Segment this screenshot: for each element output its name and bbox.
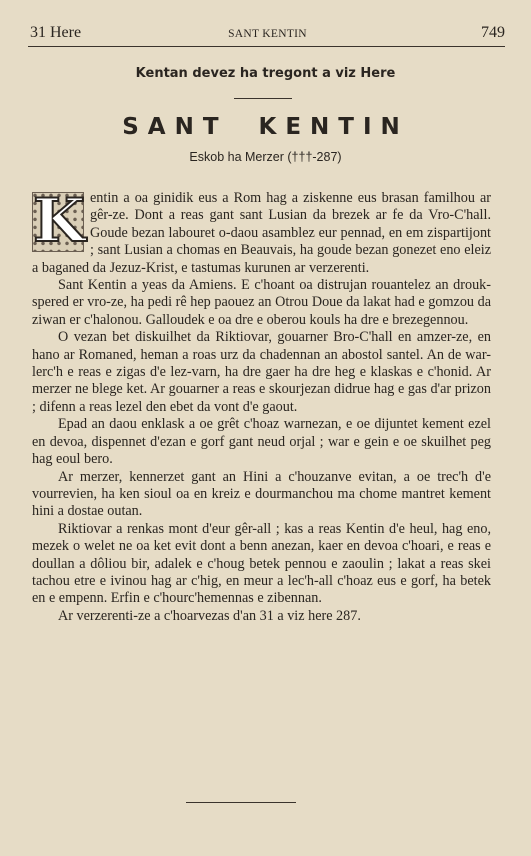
saint-title: SANT KENTIN: [122, 114, 409, 140]
paragraph-2: Sant Kentin a yeas da Amiens. E c'hoant oa distrujan rouantelez an drouk-spered er vro-ze, ha pedi rê hep paouez an Otrou Doue da lakat had e gomzou da ziwan er c'halonou. Galloudek e oa dre e oberou kouls ha dre e brezegennou.: [32, 277, 491, 328]
paragraph-6: Riktiovar a renkas mont d'eur gêr-all ; kas a reas Kentin d'e heul, hag eno, mezek o welet ne oa ket evit dont a benn anezan, kaer en devoa c'hoari, e reas e doullan a dôliou bir, adalek e c'houg betek pennou e zaoulin ; lakat a reas skei tachou etre e ivinou hag ar c'hig, en meur a lec'h-all c'hoaz eus e gorf, ha betek en e empenn. Erfin e c'hourc'hemennas e zibennan.: [32, 520, 491, 607]
paragraph-1: [32, 186, 491, 277]
header-title: SANT KENTIN: [228, 28, 307, 40]
header-rule: [28, 46, 505, 47]
title-divider: [234, 98, 292, 99]
feast-subtitle: Kentan devez ha tregont a viz Here: [135, 66, 396, 81]
paragraph-5: Ar merzer, kennerzet gant an Hini a c'houzanve evitan, a oe trec'h d'e vourrevien, ha ken sioul oa en kreiz e dourmanchou ma chome mantret kement hini a dostae outan.: [32, 468, 491, 520]
paragraph-4: Epad an daou enklask a oe grêt c'hoaz warnezan, e oe dijuntet kement ezel en devoa, dispennet d'ezan e gorf gant neud orjal ; war e gein e oe skuilhet peg hag eoul bero.: [32, 416, 491, 468]
article-body: [32, 186, 491, 625]
paragraph-1-text: entin a oa ginidik eus a Rom hag a ziskenne eus brasan familhou ar gêr-ze. Dont a reas gant sant Lusian da brezek ar fe da Vro-C'hall. Goude bezan labouret o-daou asamblez eur pennad, en em zispartijont ; sant Lusian a chomas en Beauvais, ha goude bezan gonezet eno eleiz a baganed da Jezuz-Krist, e tastumas kurunen ar verzerenti.: [32, 190, 491, 276]
paragraph-7: Ar verzerenti-ze a c'hoarvezas d'an 31 a viz here 287.: [58, 607, 361, 624]
running-header: [30, 22, 505, 44]
saint-byline: Eskob ha Merzer (†††-287): [189, 150, 342, 164]
end-rule: [186, 802, 296, 803]
header-date: 31 Here: [30, 24, 82, 41]
page-number: 749: [481, 24, 505, 41]
dropcap-letter: K: [33, 186, 86, 256]
paragraph-3: O vezan bet diskuilhet da Riktiovar, gouarner Bro-C'hall en amzer-ze, en hano ar Romaned, heman a roas urz da chadennan an abostol santel. An de war-lerc'h e reas e zigas d'e lez-varn, ha dre gaer ha dre heg e klaskas e c'honid. Ar merzer ne blege ket. Ar gouarner a reas e skourjezan didrue hag e gas d'ar prizon ; difenn a reas lezel den ebet da vont d'e gaout.: [32, 329, 491, 415]
